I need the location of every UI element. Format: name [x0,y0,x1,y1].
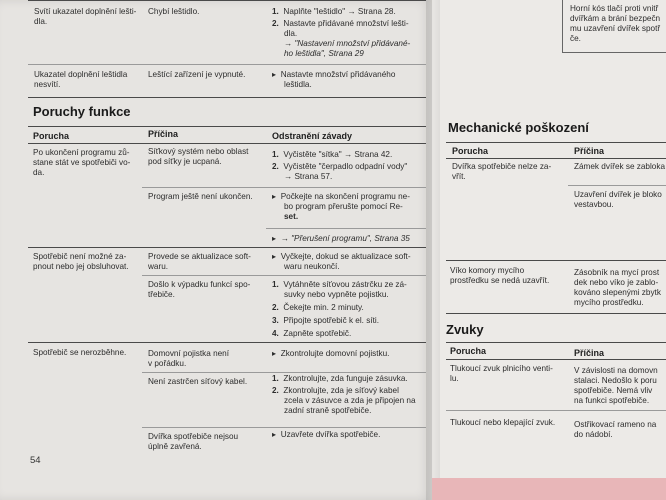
sub-row-rule [142,275,426,276]
header-bottom-rule [28,143,426,144]
reason-line: na funkci spotřebiče. [574,396,650,405]
row-b-fix2 [272,280,407,339]
step-text: Počkejte na skončení programu ne- [280,192,410,201]
reason-line: Síťkový systém nebo oblast [148,147,249,156]
reason-line: stalaci. Nedošlo k poru [574,376,657,385]
step-text: zcela v zásuvce a zda je připojen na [284,396,416,405]
step-marker: 1. [272,280,279,289]
step-marker: ▸ [272,430,277,439]
row-rule [446,260,666,261]
step-text: Vytáhněte síťovou zástrčku ze zá- [283,280,407,289]
header-bottom-rule [446,158,666,159]
row-c-fix1 [272,349,389,359]
step-text: Uzavřete dvířka spotřebiče. [280,430,381,439]
row-c-cause: Spotřebič se nerozběhne. [33,348,127,357]
step-text: suvky nebo vypněte pojistku. [284,290,389,299]
step-text: zadní straně spotřebiče. [284,406,372,415]
reason-line: do nádobí. [574,430,613,439]
top-row1-fix [272,7,410,59]
mech-row2-reason [574,190,662,210]
top-row2-fix [272,70,395,90]
cause-line: Spotřebič není možné za- [33,252,127,261]
cause-line: Ukazatel doplnění leštidla [34,70,128,79]
step-text: Zkontrolujte, zda je síťový kabel [283,386,399,395]
cause-line: pnout nebo jej obsluhovat. [33,262,129,271]
step-marker: 2. [272,303,279,312]
row-b-reason2 [148,280,250,300]
sub-row-rule [142,427,426,428]
row-rule [446,410,666,411]
row-rule [28,342,426,343]
zvuky-row1-cause [450,364,553,384]
mech-row1-reason: Zámek dvířek se zabloka [574,162,666,171]
step-text: Zkontrolujte, zda funguje zásuvka. [283,374,408,383]
row-b-fix1 [272,252,411,272]
text-line: Horní kós tlačí proti vnitř [570,4,659,13]
step-text: Připojte spotřebič k el. síti. [283,316,379,325]
row-b-cause [33,252,129,272]
reason-line: úplně zavřená. [148,442,202,451]
row-rule [28,97,426,98]
step-text: Vyčistěte "sítka" → Strana 42. [283,150,393,159]
table-top-rule [28,0,426,1]
header-odstraneni: Odstranění závady [272,131,353,141]
step-marker: 1. [272,7,279,16]
step-text: → "Nastavení množství přidávané- [284,39,411,48]
row-c-fix3 [272,430,380,440]
step-marker: 4. [272,329,279,338]
section-title-mechanicke: Mechanické poškození [448,120,589,135]
step-text: Čekejte min. 2 minuty. [283,303,364,312]
header-porucha: Porucha [33,131,70,141]
step-marker: ▸ [272,192,277,201]
mech-row3-cause [450,266,549,286]
reason-line: Uzavření dvířek je bloko [574,190,662,199]
top-right-text [570,4,660,44]
header-top-rule [446,142,666,143]
step-marker: ▸ [272,234,277,243]
cause-line: stane stát ve spotřebiči vo- [33,158,131,167]
cause-line: vřít. [452,172,466,181]
step-text: dla. [284,29,298,38]
text-line: dvířkám a brání bezpečn [570,14,661,23]
sub-row-rule [142,372,426,373]
row-a-fix3 [272,234,410,244]
step-text: Vyčistěte "čerpadlo odpadní vody" [283,162,408,171]
row-a-fix2 [272,192,410,222]
sub-row-rule [266,228,426,229]
step-marker: 2. [272,386,279,395]
row-c-reason1 [148,349,229,369]
row-rule [446,313,666,314]
zvuky-row2-cause: Tlukoucí nebo klepající zvuk. [450,418,556,427]
reason-line: Zásobník na mycí prost [574,268,660,277]
reason-line: Dvířka spotřebiče nejsou [148,432,239,441]
cause-line: lu. [450,374,459,383]
step-text: Zapněte spotřebič. [283,329,352,338]
mech-row3-reason [574,268,661,308]
cause-line: Víko komory mycího [450,266,525,275]
step-marker: ▸ [272,252,277,261]
zvuky-row2-reason [574,420,656,440]
step-marker: 2. [272,162,279,171]
step-marker: ▸ [272,70,277,79]
reason-line: spotřebiče. Nemá vliv [574,386,653,395]
cause-line: Dvířka spotřebiče nelze za- [452,162,552,171]
row-c-fix2 [272,374,416,416]
reason-line: Domovní pojistka není [148,349,230,358]
step-marker: 1. [272,150,279,159]
row-c-reason2: Není zastrčen síťový kabel. [148,377,248,386]
sub-row-rule [142,187,426,188]
reason-line: kováno slepenými zbytk [574,288,661,297]
section-title-poruchy: Poruchy funkce [33,104,131,119]
reason-line: v pořádku. [148,359,187,368]
top-row1-reason: Chybí leštidlo. [148,7,200,16]
row-rule [28,64,426,65]
row-rule [28,247,426,248]
step-marker: 2. [272,19,279,28]
row-a-reason2: Program ještě není ukončen. [148,192,253,201]
cause-line: dla. [34,17,48,26]
reason-line: třebiče. [148,290,175,299]
step-text: Nastavte množství přidávaného [280,70,396,79]
step-text: Naplňte "leštidlo" → Strana 28. [283,7,396,16]
header-pricina: Příčina [148,129,179,139]
header-porucha: Porucha [452,146,489,156]
page-number: 54 [30,455,41,466]
row-b-reason1 [148,252,251,272]
step-text: ho leštidla", Strana 29 [284,49,364,58]
cause-line: da. [33,168,45,177]
row-c-reason3 [148,432,238,452]
step-text: Zkontrolujte domovní pojistku. [280,349,390,358]
book-gutter [426,0,440,500]
step-text: set. [284,212,299,221]
row-a-reason1 [148,147,248,167]
row-a-cause [33,148,130,178]
step-text: leštidla. [284,80,312,89]
reason-line: Došlo k výpadku funkcí spo- [148,280,251,289]
header-bottom-rule [446,359,666,360]
step-text: waru neukončí. [284,262,340,271]
sub-row-rule [568,185,666,186]
row-a-fix1 [272,150,407,182]
top-row2-cause [34,70,127,90]
step-marker: 1. [272,374,279,383]
step-marker: 3. [272,316,279,325]
header-porucha: Porucha [450,346,487,356]
cause-line: Po ukončení programu zů- [33,148,130,157]
cause-line: Tlukoucí zvuk plnicího venti- [450,364,553,373]
reason-line: pod síťky je ucpaná. [148,157,222,166]
section-title-zvuky: Zvuky [446,322,484,337]
cause-line: prostředku se nedá uzavřít. [450,276,550,285]
header-top-rule [28,126,426,127]
reason-line: Ostřikovací rameno na [574,420,657,429]
step-text: → "Přerušení programu", Strana 35 [280,234,410,243]
reason-line: Provede se aktualizace soft- [148,252,251,261]
mech-row1-cause [452,162,551,182]
reason-line: vestavbou. [574,200,614,209]
cause-line: Svítí ukazatel doplnění lešti- [34,7,137,16]
reason-line: mycího prostředku. [574,298,644,307]
header-top-rule [446,342,666,343]
pink-background-strip [432,478,666,500]
zvuky-row1-reason [574,366,658,406]
text-line: mu uzavření dvířek spotř [570,24,661,33]
step-text: Nastavte přidávané množství lešti- [283,19,409,28]
reason-line: waru. [148,262,169,271]
step-text: → Strana 57. [284,172,333,181]
cause-line: nesvítí. [34,80,61,89]
step-marker: ▸ [272,349,277,358]
text-line: če. [570,34,581,43]
step-text: bo program přerušte pomocí Re- [284,202,403,211]
reason-line: V závislosti na domovn [574,366,658,375]
reason-line: dek nebo víko je zablo- [574,278,659,287]
top-row1-cause [34,7,136,27]
header-pricina: Příčina [574,146,605,156]
top-row2-reason: Leštící zařízení je vypnuté. [148,70,246,79]
header-pricina: Příčina [574,348,605,358]
step-text: Vyčkejte, dokud se aktualizace soft- [280,252,411,261]
